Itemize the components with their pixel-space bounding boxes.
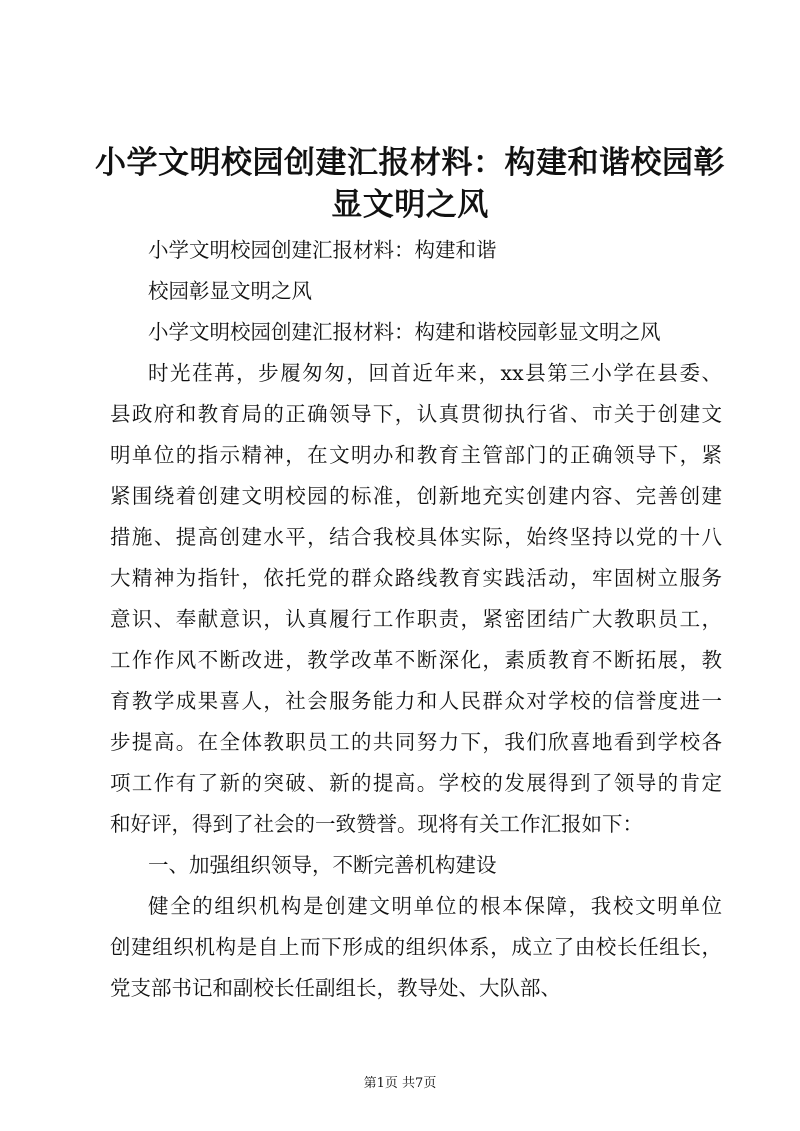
paragraph-line: 意识、奉献意识，认真履行工作职责，紧密团结广大教职员工， — [110, 607, 722, 631]
paragraph-line: 项工作有了新的突破、新的提高。学校的发展得到了领导的肯定 — [110, 771, 722, 795]
paragraph-line: 党支部书记和副校长任副组长，教导处、大队部、 — [110, 976, 561, 1000]
paragraph-line: 工作作风不断改进，教学改革不断深化，素质教育不断拓展，教 — [110, 648, 722, 672]
title-line: 小学文明校园创建汇报材料：构建和谐校园彰 — [95, 145, 725, 181]
paragraph-line: 健全的组织机构是创建文明单位的根本保障，我校文明单位 — [148, 894, 722, 918]
paragraph-line: 育教学成果喜人，社会服务能力和人民群众对学校的信誉度进一 — [110, 689, 722, 713]
title-line: 显文明之风 — [331, 187, 489, 223]
paragraph-line: 时光荏苒，步履匆匆，回首近年来，xx县第三小学在县委、 — [148, 361, 722, 385]
paragraph-line: 紧围绕着创建文明校园的标准，创新地充实创建内容、完善创建 — [110, 484, 722, 508]
paragraph-line: 步提高。在全体教职员工的共同努力下，我们欣喜地看到学校各 — [110, 730, 722, 754]
paragraph-line: 一、加强组织领导，不断完善机构建设 — [148, 853, 497, 877]
paragraph-line: 创建组织机构是自上而下形成的组织体系，成立了由校长任组长， — [110, 935, 722, 959]
paragraph-line: 小学文明校园创建汇报材料：构建和谐 — [148, 238, 497, 262]
page-footer: 第1页 共7页 — [363, 1076, 437, 1091]
paragraph-line: 小学文明校园创建汇报材料：构建和谐校园彰显文明之风 — [148, 320, 661, 344]
paragraph-line: 措施、提高创建水平，结合我校具体实际，始终坚持以党的十八 — [110, 525, 722, 549]
paragraph-line: 和好评，得到了社会的一致赞誉。现将有关工作汇报如下： — [110, 812, 643, 836]
paragraph-line: 县政府和教育局的正确领导下，认真贯彻执行省、市关于创建文 — [110, 402, 722, 426]
paragraph-line: 大精神为指针，依托党的群众路线教育实践活动，牢固树立服务 — [110, 566, 722, 590]
paragraph-line: 明单位的指示精神，在文明办和教育主管部门的正确领导下，紧 — [110, 443, 722, 467]
document-body — [110, 230, 722, 1009]
paragraph-line: 校园彰显文明之风 — [148, 279, 312, 303]
document-title — [90, 142, 730, 226]
